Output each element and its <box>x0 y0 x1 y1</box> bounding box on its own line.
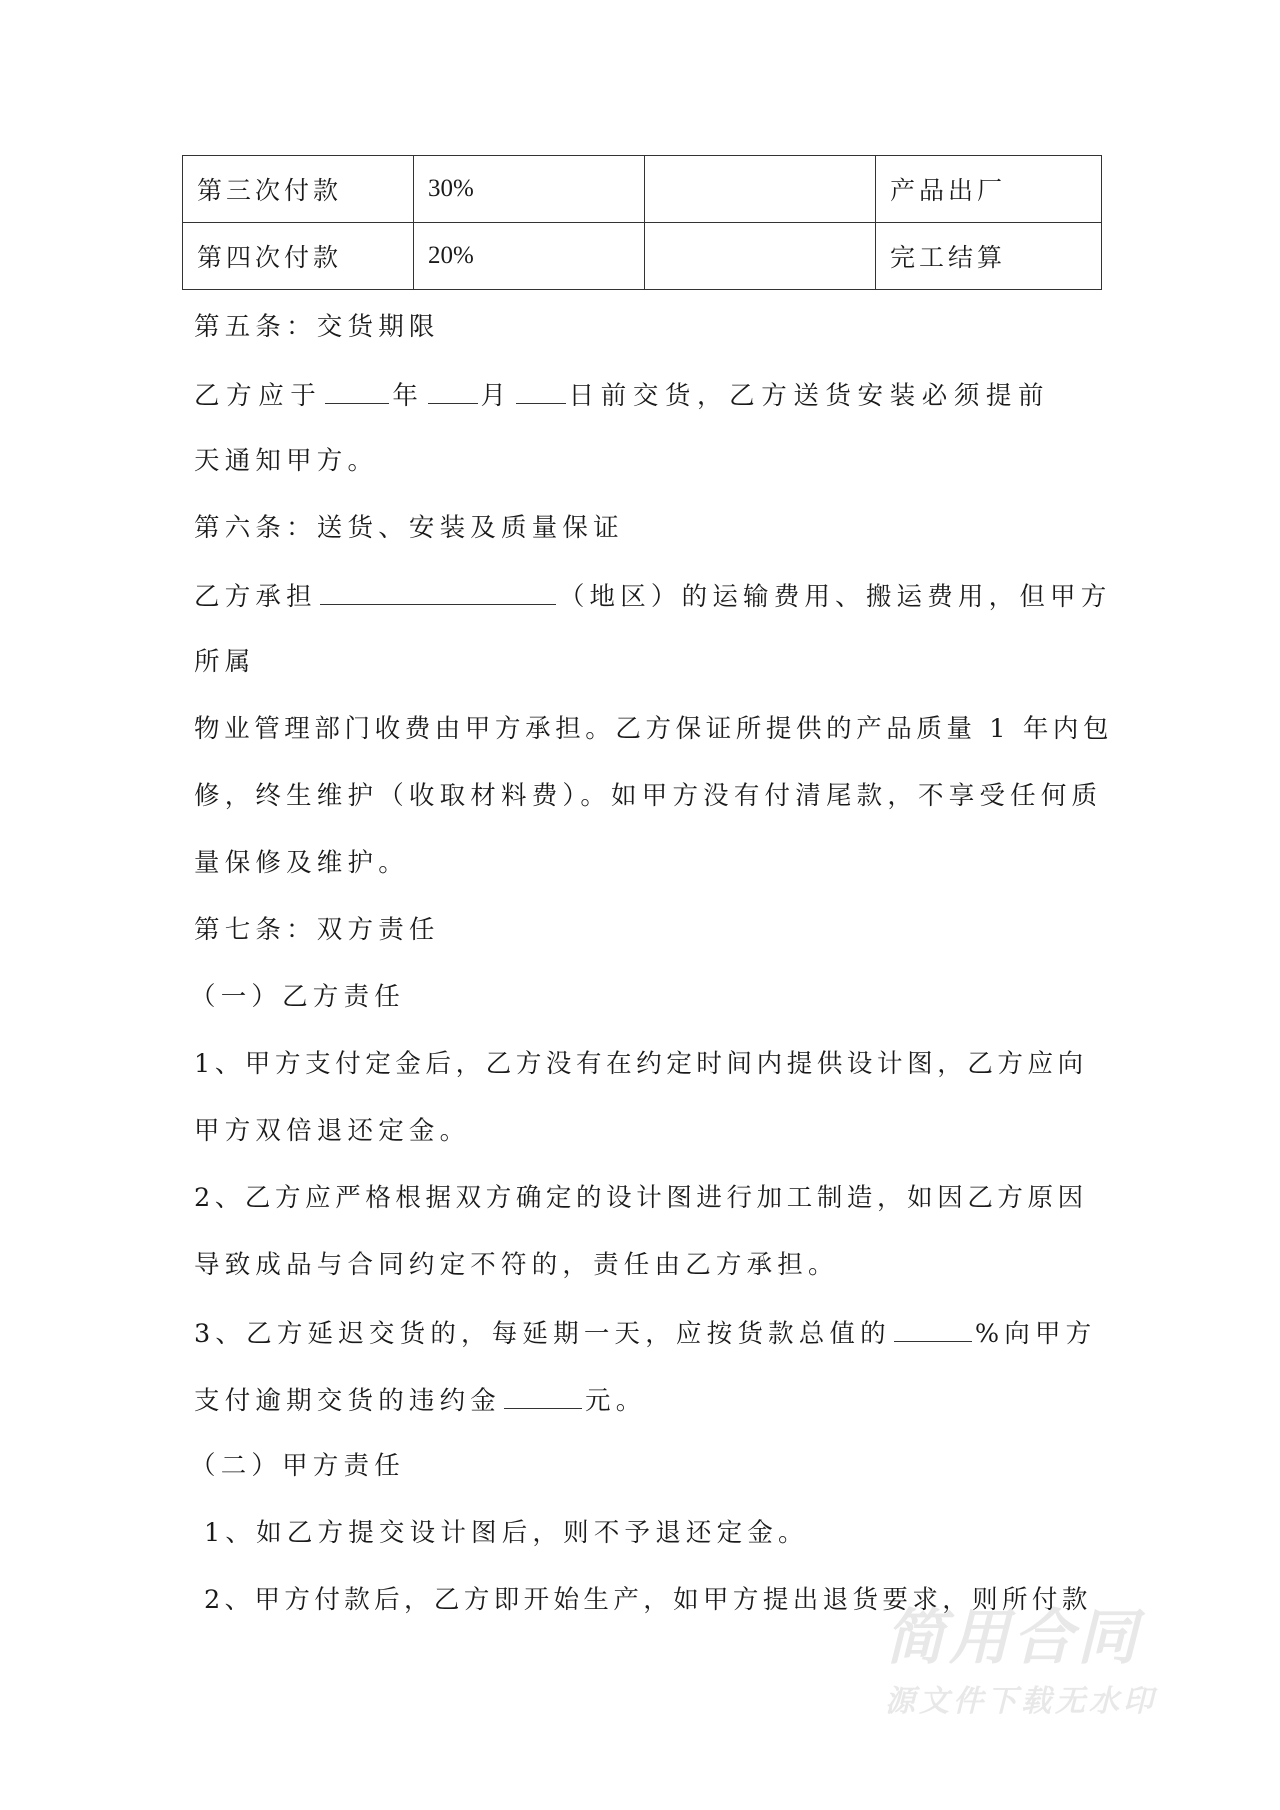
party-b-item-2: 2、乙方应严格根据双方确定的设计图进行加工制造，如因乙方原因 <box>194 1183 1088 1213</box>
table-row <box>183 223 1102 290</box>
payment-stage: 第四次付款 <box>183 223 414 290</box>
text: %向甲方 <box>974 1319 1097 1349</box>
text: 支付逾期交货的违约金 <box>194 1386 502 1416</box>
article5-heading: 第五条：交货期限 <box>194 312 440 342</box>
party-b-item-1: 1、甲方支付定金后，乙方没有在约定时间内提供设计图，乙方应向 <box>194 1049 1088 1079</box>
article6-paragraph <box>194 578 1111 614</box>
party-b-item-2-cont: 导致成品与合同约定不符的，责任由乙方承担。 <box>194 1250 839 1280</box>
payment-condition: 完工结算 <box>876 223 1102 290</box>
region-blank <box>320 578 556 605</box>
payment-condition: 产品出厂 <box>876 156 1102 223</box>
party-b-heading: （一）乙方责任 <box>190 982 405 1012</box>
text: 年 <box>392 381 425 411</box>
payment-amount <box>645 156 876 223</box>
article6-paragraph-cont: 量保修及维护。 <box>194 848 409 878</box>
party-a-item-1: 1、如乙方提交设计图后，则不予退还定金。 <box>204 1518 809 1548</box>
text: 日前交货，乙方送货安装必须提前 <box>568 381 1051 411</box>
text: 月 <box>480 381 513 411</box>
text: 3、乙方延迟交货的，每延期一天，应按货款总值的 <box>194 1319 891 1349</box>
article6-paragraph-cont: 物业管理部门收费由甲方承担。乙方保证所提供的产品质量 1 年内包 <box>194 714 1114 744</box>
article7-heading: 第七条：双方责任 <box>194 915 440 945</box>
article6-heading: 第六条：送货、安装及质量保证 <box>194 513 624 543</box>
article6-paragraph-cont: 所属 <box>194 647 256 677</box>
payment-percent: 30% <box>414 156 645 223</box>
article6-paragraph-cont: 修，终生维护（收取材料费）。如甲方没有付清尾款，不享受任何质 <box>194 781 1103 811</box>
payment-percent: 20% <box>414 223 645 290</box>
party-a-item-2: 2、甲方付款后，乙方即开始生产，如甲方提出退货要求，则所付款 <box>204 1585 1092 1615</box>
text: 元。 <box>585 1386 647 1416</box>
table-row <box>183 156 1102 223</box>
article5-paragraph <box>194 377 1050 413</box>
watermark-logo: 简用合同 <box>885 1603 1141 1673</box>
party-b-item-3-cont <box>194 1382 646 1418</box>
party-b-item-1-cont: 甲方双倍退还定金。 <box>194 1116 471 1146</box>
percent-blank <box>894 1315 972 1342</box>
article5-paragraph-cont: 天通知甲方。 <box>194 446 379 476</box>
watermark-caption: 源文件下载无水印 <box>885 1684 1157 1719</box>
day-blank <box>516 377 566 404</box>
text: 乙方应于 <box>194 381 323 411</box>
year-blank <box>325 377 389 404</box>
payment-schedule-table <box>182 155 1102 290</box>
month-blank <box>428 377 478 404</box>
text: 乙方承担 <box>194 582 317 612</box>
text: （地区）的运输费用、搬运费用，但甲方 <box>558 582 1112 612</box>
penalty-blank <box>504 1382 582 1409</box>
payment-stage: 第三次付款 <box>183 156 414 223</box>
party-b-item-3 <box>194 1315 1096 1351</box>
party-a-heading: （二）甲方责任 <box>190 1451 405 1481</box>
payment-amount <box>645 223 876 290</box>
